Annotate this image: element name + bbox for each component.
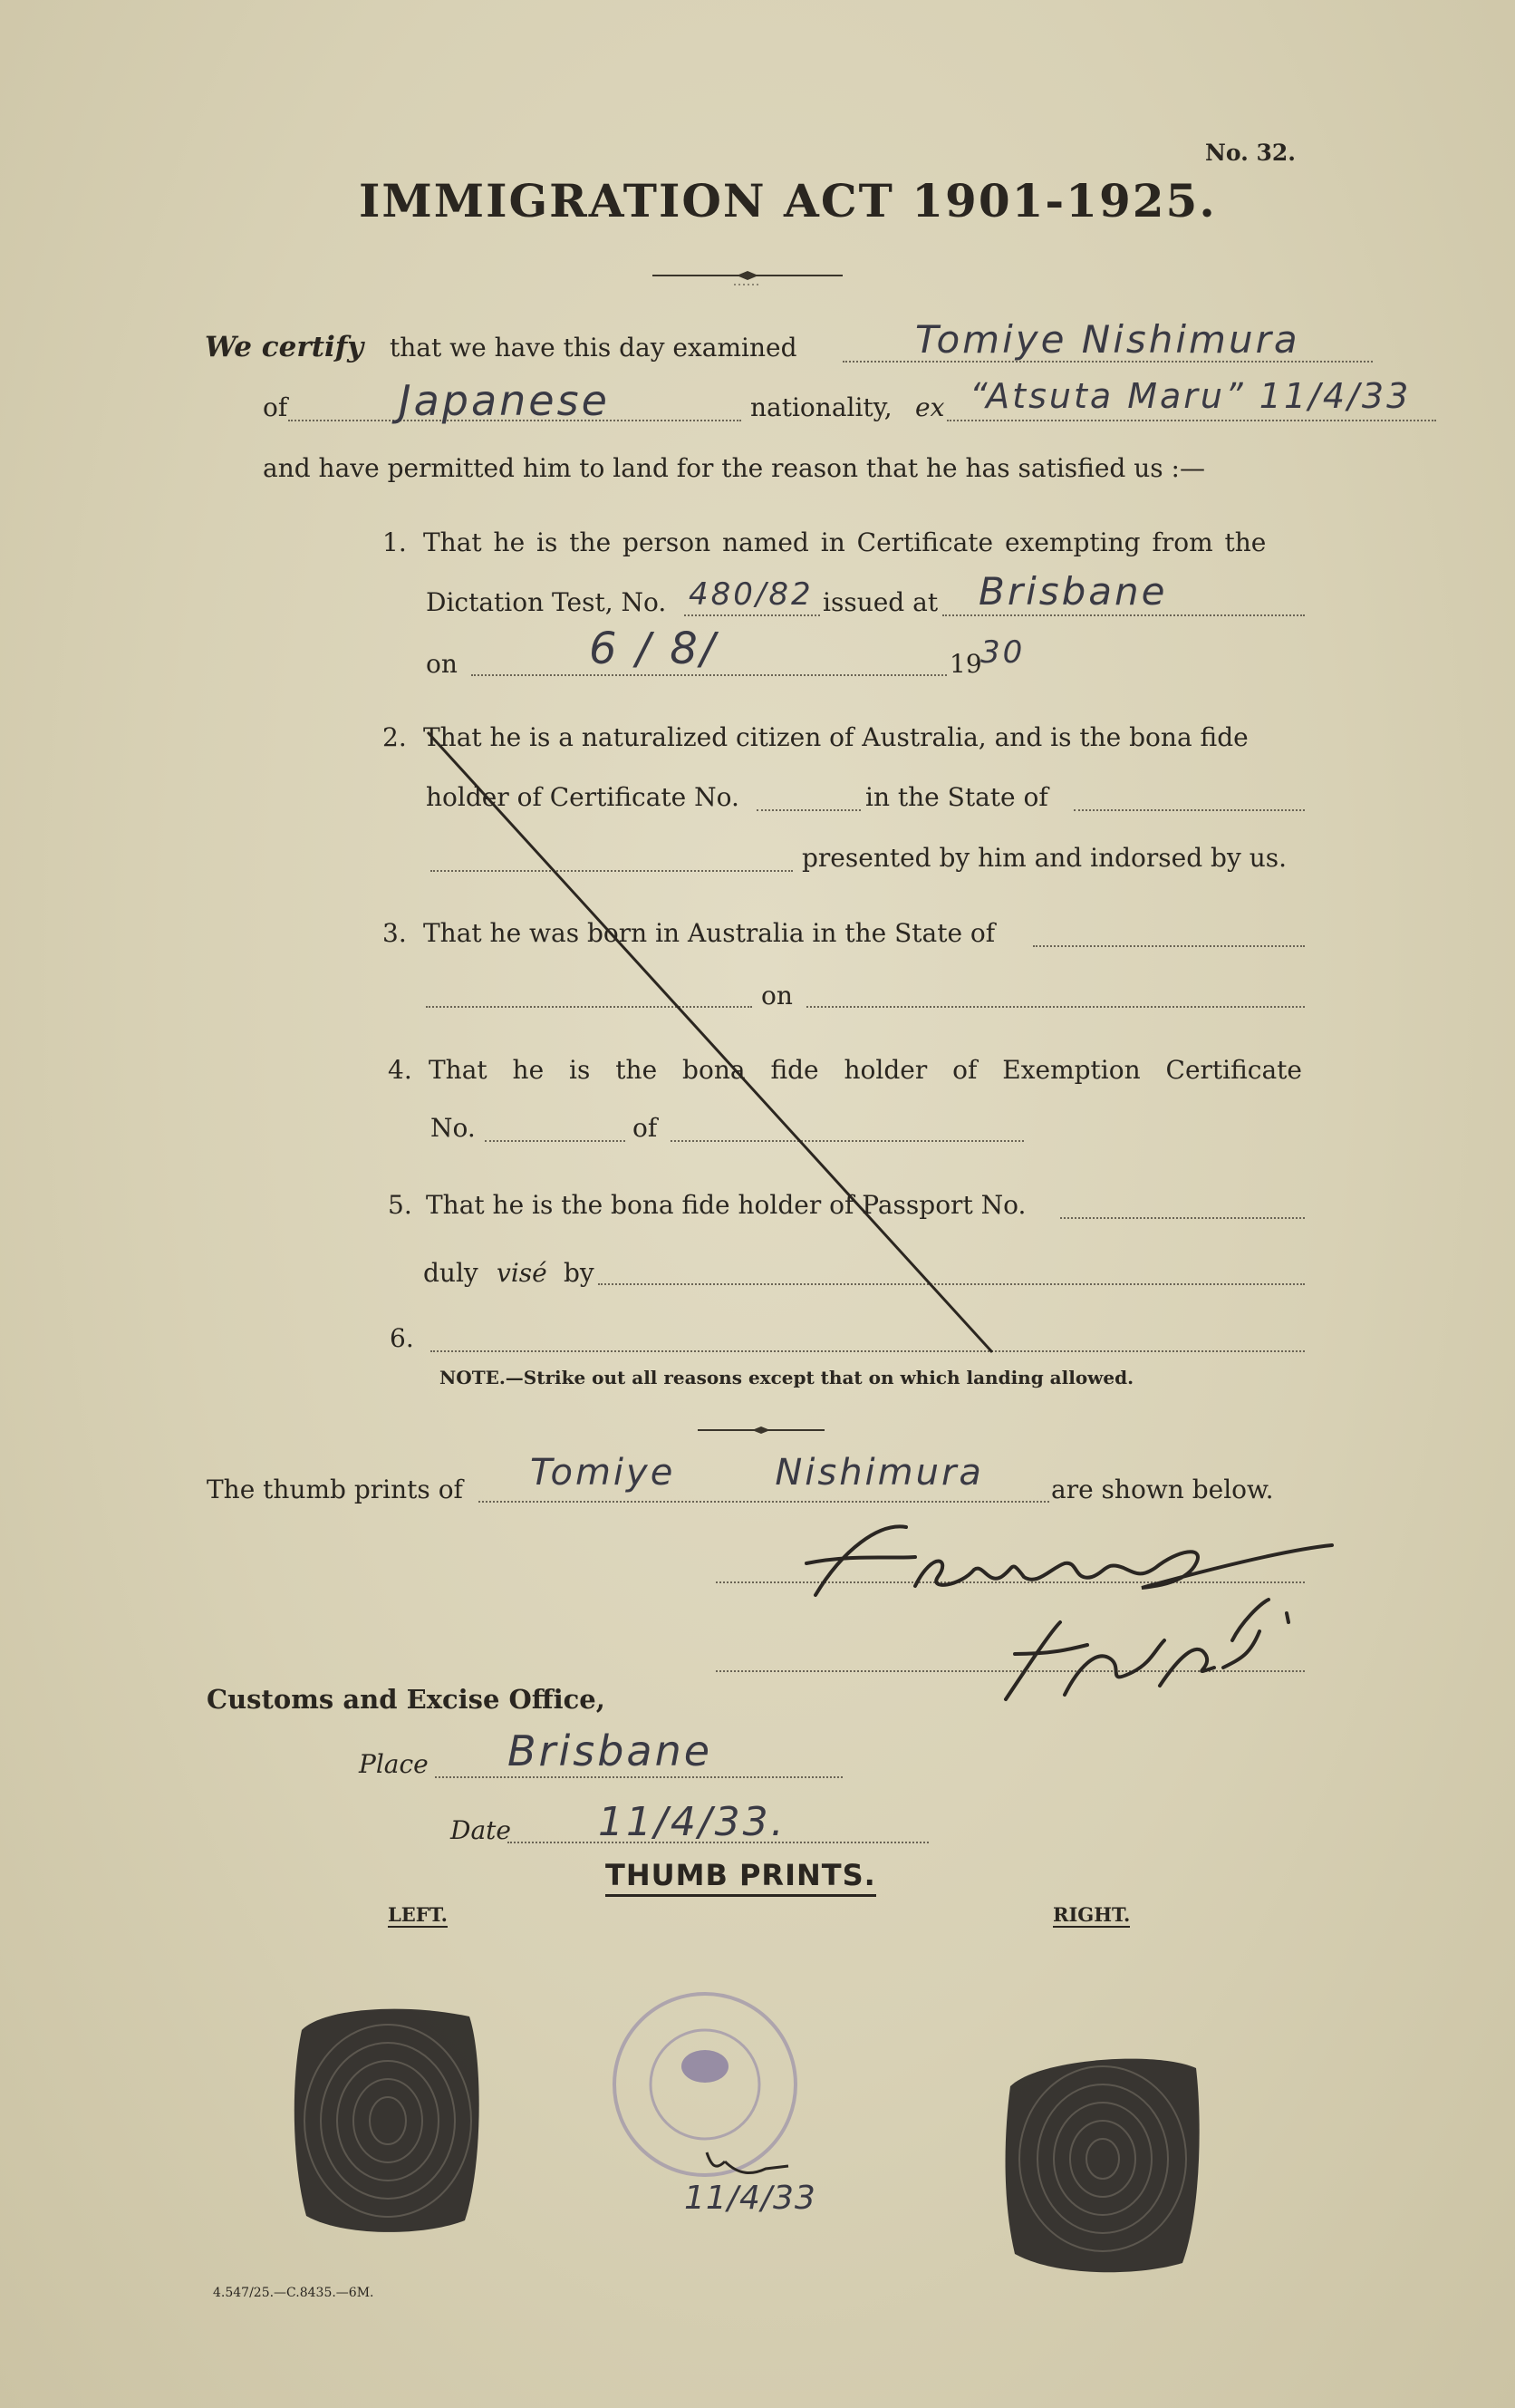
examined-name: Tomiye Nishimura xyxy=(915,317,1300,362)
reason-5-line1: That he is the bona fide holder of Passport No. xyxy=(426,1190,1027,1220)
reason-5-duly: duly xyxy=(423,1258,478,1288)
reason-2-holder-label: holder of Certificate No. xyxy=(426,782,739,812)
reason-2-line1: That he is a naturalized citizen of Australia, and is the bona fide xyxy=(423,722,1249,752)
are-shown-below: are shown below. xyxy=(1051,1475,1274,1504)
certify-prefix: We certify xyxy=(205,331,364,363)
reason-1-on-label: on xyxy=(426,649,458,679)
nationality-label: nationality, xyxy=(750,392,893,422)
ex-label: ex xyxy=(915,392,945,422)
thumb-name-value: Tomiye Nishimura xyxy=(530,1452,984,1494)
reason-2-state-label: in the State of xyxy=(865,782,1048,812)
reason-3-on-label: on xyxy=(761,981,793,1011)
place-dots xyxy=(435,1776,843,1778)
reason-5-by: by xyxy=(564,1258,594,1288)
reason-4-of-label: of xyxy=(632,1113,658,1143)
ship-value: “Atsuta Maru” 11/4/33 xyxy=(970,376,1412,416)
reason-5-vise: visé xyxy=(497,1258,547,1288)
office-label: Customs and Excise Office, xyxy=(207,1684,605,1715)
reason-1-line1: That he is the person named in Certificate exempting from the xyxy=(423,527,1267,557)
right-label: RIGHT. xyxy=(1053,1903,1131,1926)
right-thumb-print xyxy=(1001,2050,1205,2277)
left-thumb-print xyxy=(288,2003,487,2239)
reason-1-dictation-label: Dictation Test, No. xyxy=(426,587,667,617)
issued-at-value: Brisbane xyxy=(979,569,1168,614)
thumb-prints-heading: THUMB PRINTS. xyxy=(605,1858,876,1897)
reason-2-number: 2. xyxy=(382,722,407,752)
date-value: 11/4/33. xyxy=(598,1799,786,1845)
print-code: 4.547/25.—C.8435.—6M. xyxy=(213,2286,374,2300)
reason-3-number: 3. xyxy=(382,918,407,948)
form-title: IMMIGRATION ACT 1901-1925. xyxy=(359,174,1217,227)
left-label: LEFT. xyxy=(388,1903,448,1926)
of-label: of xyxy=(263,392,288,422)
initials-signature xyxy=(997,1586,1314,1713)
reason-5-number: 5. xyxy=(388,1190,412,1220)
place-value: Brisbane xyxy=(507,1726,713,1775)
reason-4-number: 4. xyxy=(388,1055,412,1085)
certify-text: that we have this day examined xyxy=(390,333,797,363)
nationality-value: Japanese xyxy=(399,376,610,425)
place-label: Place xyxy=(359,1749,429,1779)
dictation-number: 480/82 xyxy=(689,576,814,613)
year-prefix: 19 xyxy=(950,649,982,679)
reason-2-presented: presented by him and indorsed by us. xyxy=(802,843,1287,873)
year-suffix: 30 xyxy=(980,634,1026,671)
reason-1-issued-label: issued at xyxy=(823,587,939,617)
reason-3-line1: That he was born in Australia in the State of xyxy=(423,918,996,948)
date-label: Date xyxy=(450,1815,511,1845)
section-ornament xyxy=(698,1421,825,1439)
reason-6-number: 6. xyxy=(390,1323,414,1353)
on-date-value: 6 / 8/ xyxy=(589,624,718,674)
form-number: No. 32. xyxy=(1205,140,1296,166)
thumb-name-dots xyxy=(478,1501,1049,1503)
reason-4-no-label: No. xyxy=(430,1113,476,1143)
thumb-prints-of-label: The thumb prints of xyxy=(207,1475,463,1504)
stamp-date: 11/4/33 xyxy=(684,2180,816,2217)
strike-note: NOTE.—Strike out all reasons except that on which landing allowed. xyxy=(439,1367,1134,1388)
permitted-text: and have permitted him to land for the reason that he has satisfied us :— xyxy=(263,453,1205,483)
reason-4-line1: That he is the bona fide holder of Exemption Certificate xyxy=(429,1055,1302,1085)
reason-1-number: 1. xyxy=(382,527,407,557)
